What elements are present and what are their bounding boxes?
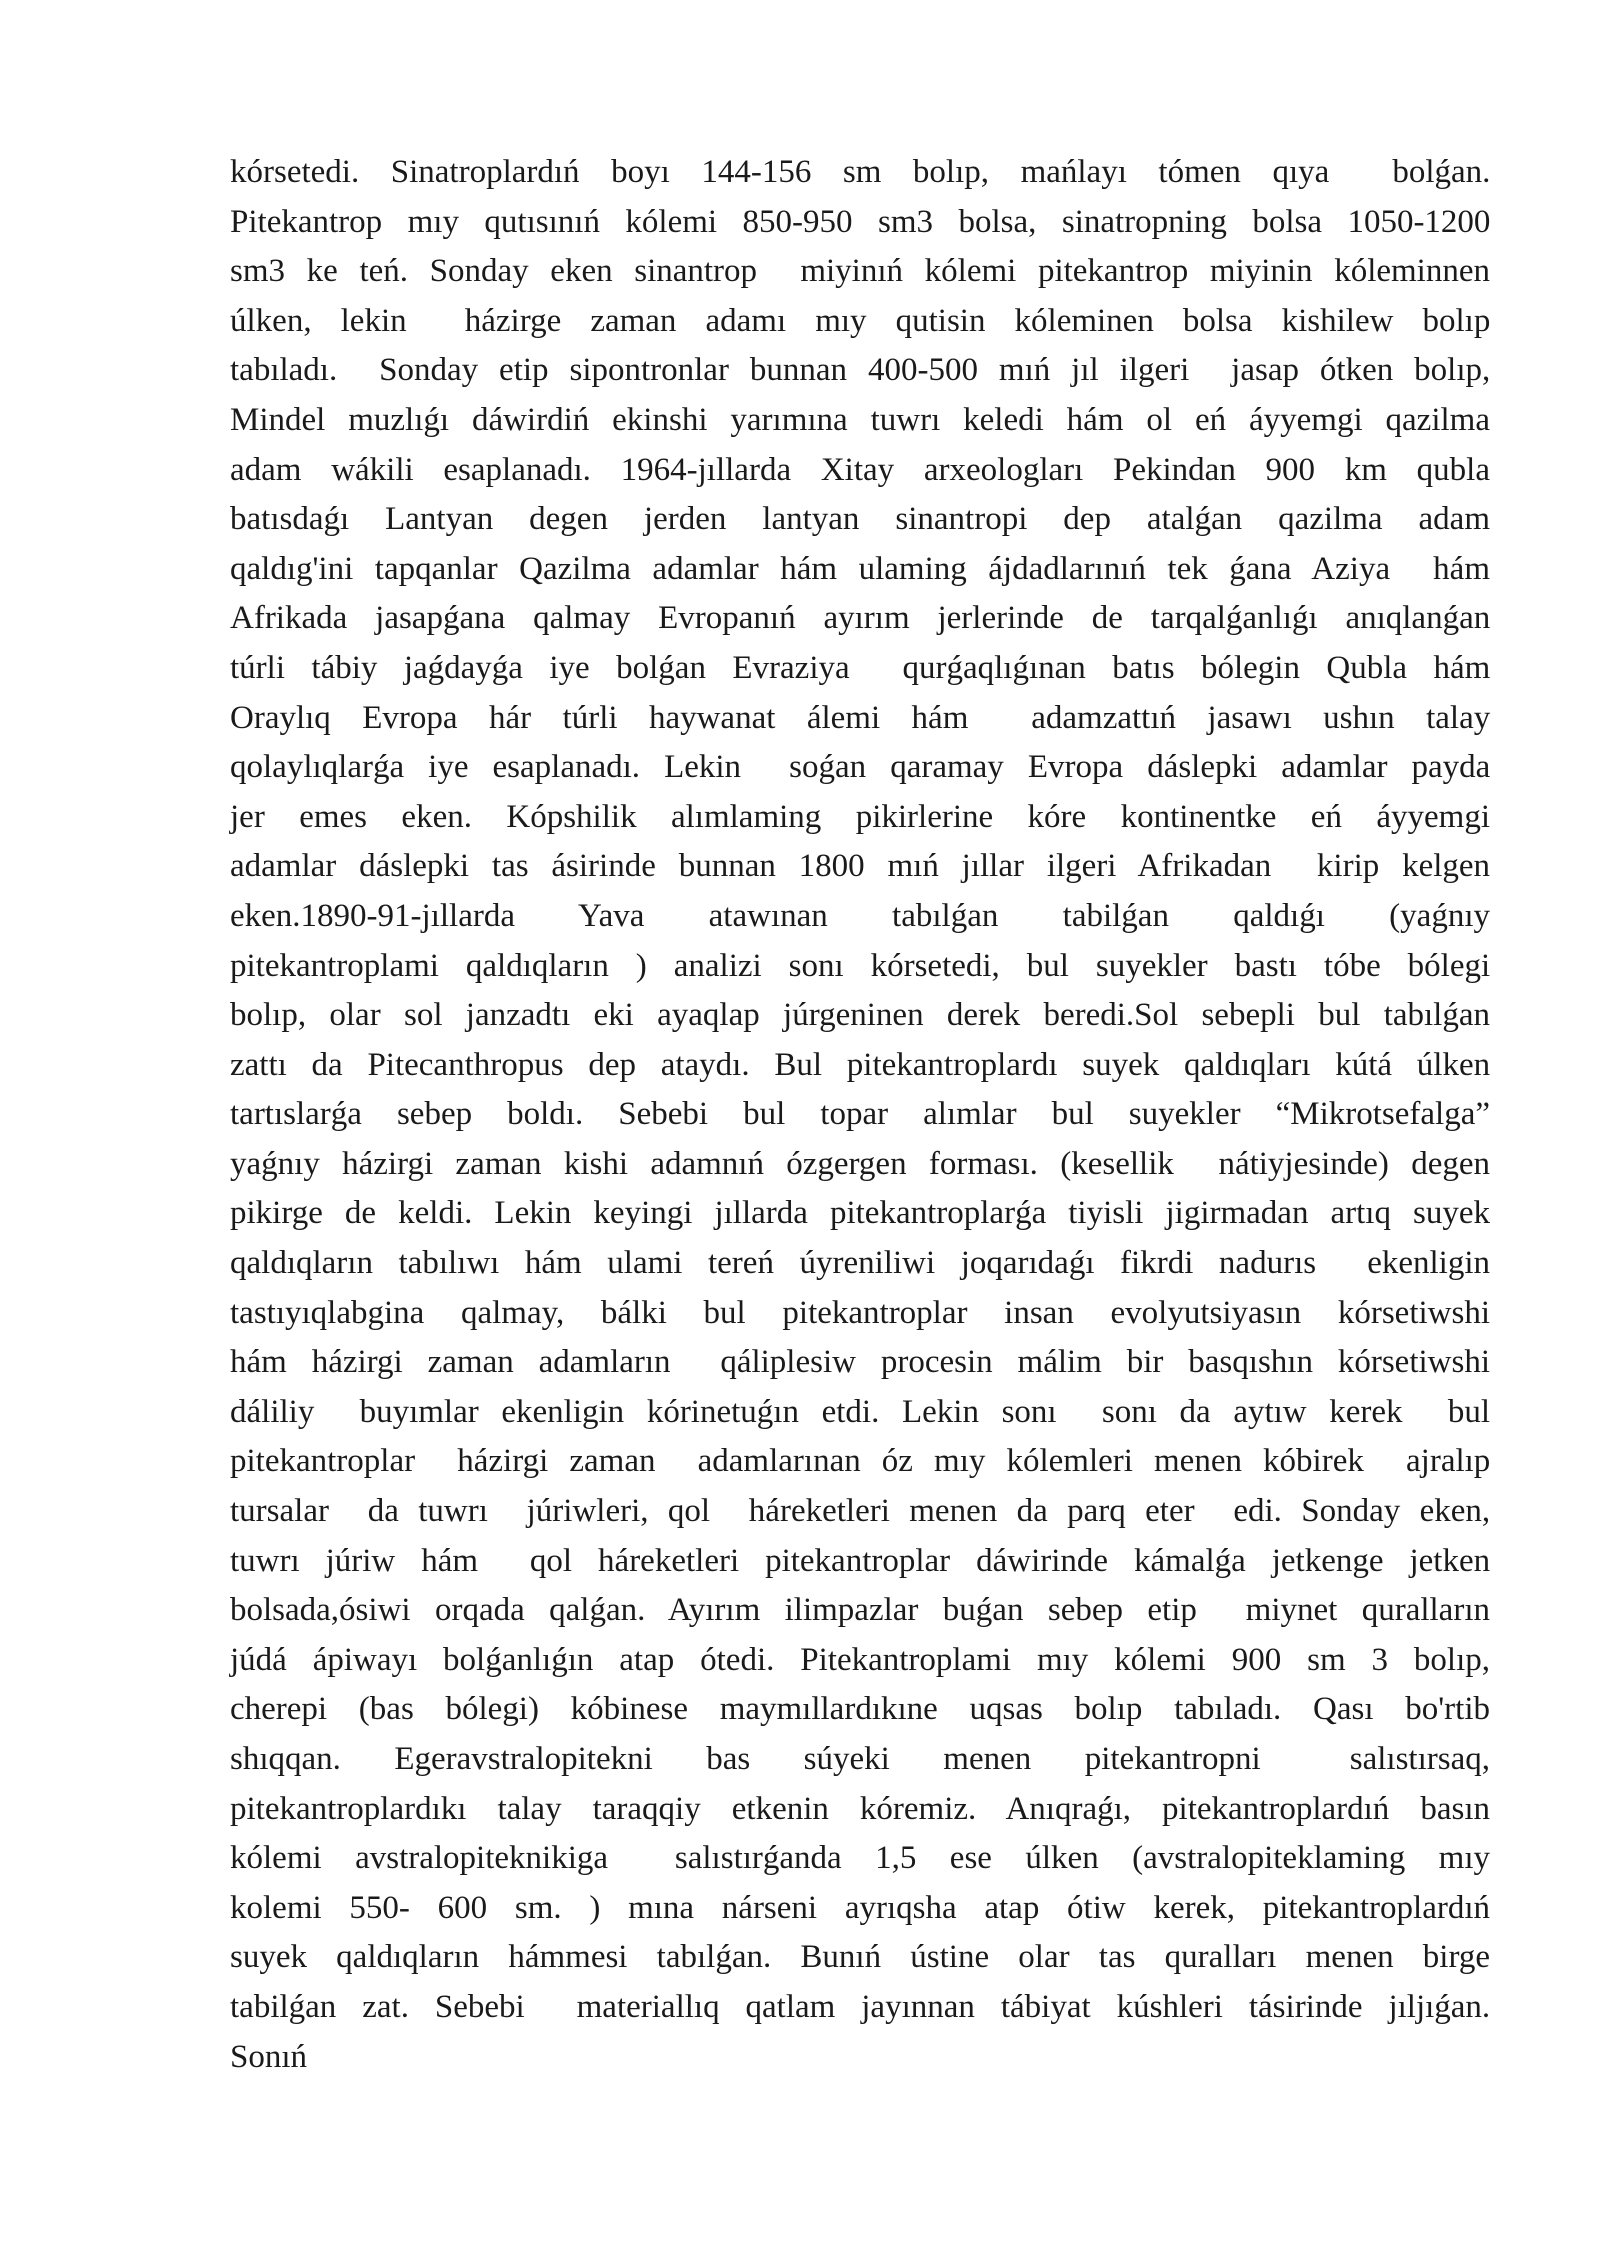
text-line: batısdaǵı Lantyan degen jerden lantyan sinantropi dep atalǵan qazilma adam [230,501,1490,538]
text-line: hám házirgi zaman adamların qáliplesiw procesin málim bir basqıshın kórsetiwshi [230,1344,1490,1381]
text-line: qaldıg'ini tapqanlar Qazilma adamlar hám ulaming ájdadlarınıń tek ǵana Aziya hám [230,550,1490,587]
text-line: tabıladı. Sonday etip sipontronlar bunnan 400-500 mıń jıl ilgeri jasap ótken bolıp, [230,352,1491,389]
text-line: úlken, lekin házirge zaman adamı mıy qutisin kóleminen bolsa kishilew bolıp [230,302,1491,339]
text-line: eken.1890-91-jıllarda Yava atawınan tabılǵan tabilǵan qaldıǵı (yaǵnıy [230,897,1490,934]
text-line: kólemi avstralopiteknikiga salıstırǵanda 1,5 ese úlken (avstralopiteklaming mıy [230,1840,1490,1877]
text-line: pitekantroplar házirgi zaman adamlarınan óz mıy kólemleri menen kóbirek ajralıp [230,1443,1491,1480]
text-line: tuwrı júriw hám qol háreketleri pitekantroplar dáwirinde kámalǵa jetkenge jetken [230,1542,1491,1579]
text-line: pikirge de keldi. Lekin keyingi jıllarda pitekantroplarǵa tiyisli jigirmadan artıq suyek [230,1195,1491,1232]
text-line: jer emes eken. Kópshilik alımlaming pikirlerine kóre kontinentke eń áyyemgi [230,798,1490,835]
text-line: Mindel muzlıǵı dáwirdiń ekinshi yarımına tuwrı keledi hám ol eń áyyemgi qazilma [230,401,1490,438]
text-line: dáliliy buyımlar ekenligin kórinetuǵın etdi. Lekin sonı sonı da aytıw kerek bul [230,1393,1490,1430]
text-line: kórsetedi. Sinatroplardıń boyı 144-156 sm bolıp, mańlayı tómen qıya bolǵan. [230,154,1491,190]
body-text [230,148,1490,2082]
text-line: Sonıń [230,2038,308,2075]
text-line: suyek qaldıqların hámmesi tabılǵan. Bunıń ústine olar tas quralları menen birge [230,1939,1490,1976]
text-line: kolemi 550- 600 sm. ) mına nárseni ayrıqsha atap ótiw kerek, pitekantroplardıń [230,1889,1490,1926]
text-line: tastıyıqlabgina qalmay, bálki bul pitekantroplar insan evolyutsiyasın kórsetiwshi [230,1294,1490,1331]
text-line: sm3 ke teń. Sonday eken sinantrop miyinıń kólemi pitekantrop miyinin kóleminnen [230,253,1490,290]
text-line: Oraylıq Evropa hár túrli haywanat álemi hám adamzattıń jasawı ushın talay [230,699,1491,736]
text-line: bolsada,ósiwi orqada qalǵan. Ayırım ilimpazlar buǵan sebep etip miynet quralların [230,1592,1490,1629]
text-line: Afrikada jasapǵana qalmay Evropanıń ayırım jerlerinde de tarqalǵanlıǵı anıqlanǵan [230,600,1491,637]
text-line: yaǵnıy házirgi zaman kishi adamnıń ózgergen forması. (kesellik nátiyjesinde) degen [230,1145,1490,1182]
text-line: adamlar dáslepki tas ásirinde bunnan 1800 mıń jıllar ilgeri Afrikadan kirip kelgen [230,848,1491,885]
text-line: shıqqan. Egeravstralopitekni bas súyeki menen pitekantropni salıstırsaq, [230,1741,1490,1777]
text-line: qaldıqların tabılıwı hám ulami tereń úyreniliwi joqarıdaǵı fikrdi nadurıs ekenligin [230,1245,1490,1282]
text-line: tabilǵan zat. Sebebi materiallıq qatlam jayınnan tábiyat kúshleri tásirinde jıljıǵan. [230,1988,1491,2025]
text-line: pitekantroplami qaldıqların ) analizi sonı kórsetedi, bul suyekler bastı tóbe bólegi [230,947,1491,984]
text-line: Pitekantrop mıy qutısınıń kólemi 850-950 sm3 bolsa, sinatropning bolsa 1050-1200 [230,203,1491,240]
text-line: zattı da Pitecanthropus dep ataydı. Bul pitekantroplardı suyek qaldıqları kútá úlken [230,1046,1491,1083]
text-line: tursalar da tuwrı júriwleri, qol háreketleri menen da parq eter edi. Sonday eken, [230,1493,1491,1530]
text-line: cherepi (bas bólegi) kóbinese maymıllardıkıne uqsas bolıp tabıladı. Qası bo'rtib [230,1691,1490,1728]
text-line: júdá ápiwayı bolǵanlıǵın atap ótedi. Pitekantroplami mıy kólemi 900 sm 3 bolıp, [230,1641,1490,1678]
text-line: túrli tábiy jaǵdayǵa iye bolǵan Evraziya qurǵaqlıǵınan batıs bólegin Qubla hám [230,649,1491,686]
text-line: bolıp, olar sol janzadtı eki ayaqlap júrgeninen derek beredi.Sol sebepli bul tabılǵan [230,997,1490,1034]
text-line: pitekantroplardıkı talay taraqqiy etkenin kóremiz. Anıqraǵı, pitekantroplardıń basın [230,1790,1490,1827]
text-line: qolaylıqlarǵa iye esaplanadı. Lekin soǵan qaramay Evropa dáslepki adamlar payda [230,749,1491,786]
text-line: adam wákili esaplanadı. 1964-jıllarda Xitay arxeologları Pekindan 900 km qubla [230,451,1490,488]
text-line: tartıslarǵa sebep boldı. Sebebi bul topar alımlar bul suyekler “Mikrotsefalga” [230,1096,1491,1133]
